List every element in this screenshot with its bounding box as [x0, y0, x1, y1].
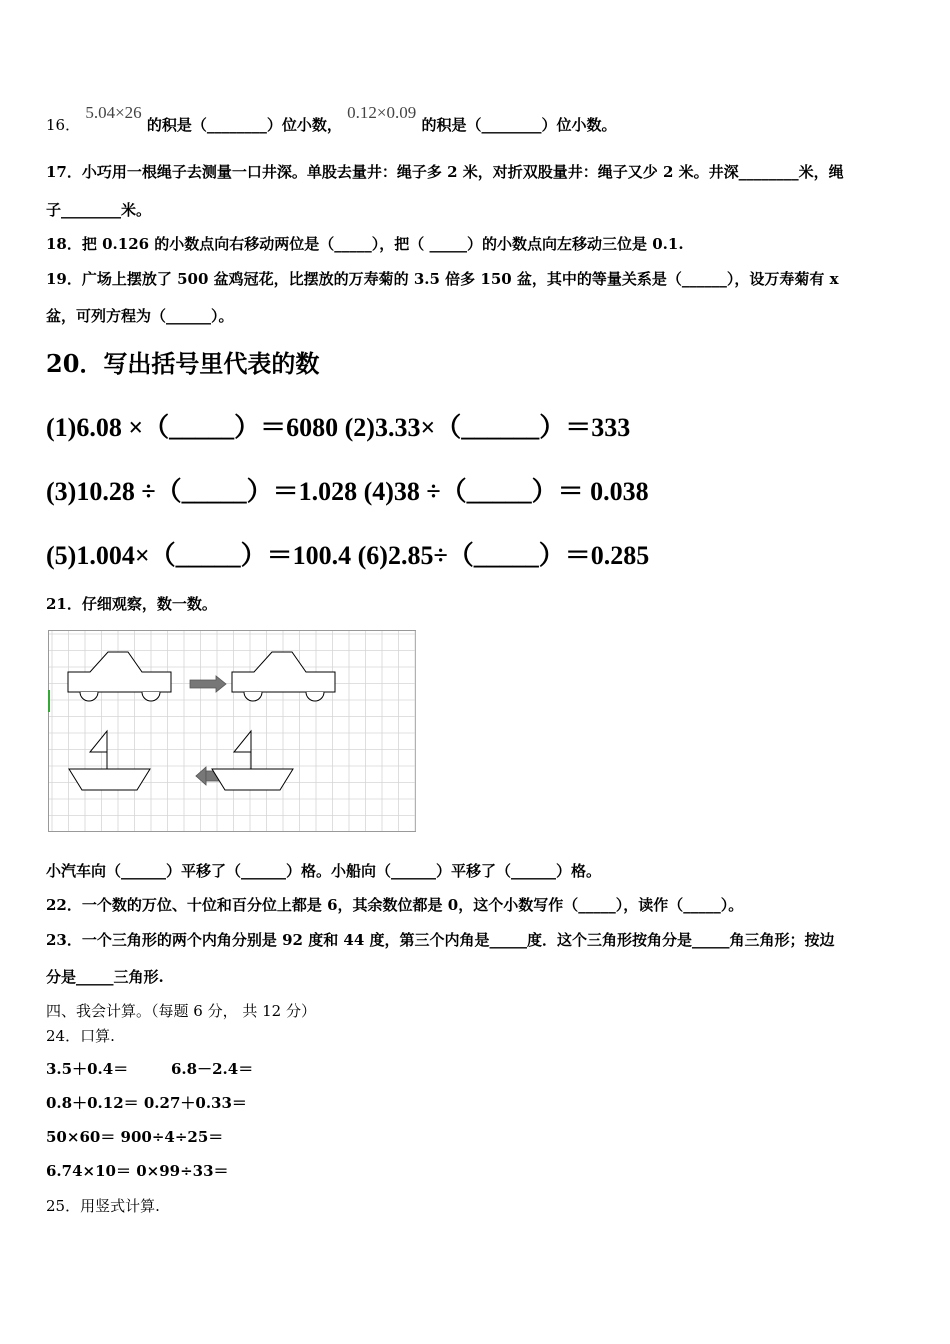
- q24-row1a: 3.5＋0.4＝: [46, 1060, 129, 1078]
- q19-line1: 19．广场上摆放了 500 盆鸡冠花，比摆放的万寿菊的 3.5 倍多 150 盆，其中的等量关系是（______），设万寿菊有 x: [46, 270, 839, 288]
- q24-row4: 6.74×10＝ 0×99÷33＝: [46, 1162, 229, 1180]
- q24-row1b: 6.8－2.4＝: [171, 1060, 254, 1078]
- q16-expr1: 5.04×26: [85, 103, 142, 122]
- q16-number: 16．: [46, 116, 81, 134]
- q16-text2: 的积是（________）位小数。: [421, 116, 617, 134]
- q24-title: 24．口算.: [46, 1027, 115, 1045]
- q20-row3: (5)1.004×（_____）＝100.4 (6)2.85÷（_____）＝0.285: [46, 541, 650, 570]
- q20-title: 20．写出括号里代表的数: [46, 349, 320, 378]
- question-16: [46, 103, 617, 135]
- q24-row3: 50×60＝ 900÷4÷25＝: [46, 1128, 224, 1146]
- q18-line: 18．把 0.126 的小数点向右移动两位是（_____），把（ _____）的小数点向左移动三位是 0.1.: [46, 235, 684, 253]
- q23-line1: 23．一个三角形的两个内角分别是 92 度和 44 度，第三个内角是_____度．这个三角形按角分是_____角三角形；按边: [46, 931, 835, 949]
- q16-expr2: 0.12×0.09: [347, 103, 417, 122]
- q21-answer: 小汽车向（______）平移了（______）格。小船向（______）平移了（______）格。: [46, 862, 602, 880]
- q20-row1: (1)6.08 ×（_____）＝6080 (2)3.33×（______）＝333: [46, 413, 631, 442]
- section-4-title: 四、我会计算。（每题 6 分， 共 12 分）: [46, 1002, 316, 1020]
- q20-row2: (3)10.28 ÷（_____）＝1.028 (4)38 ÷（_____）＝ 0.038: [46, 477, 649, 506]
- q17-line1: 17．小巧用一根绳子去测量一口井深。单股去量井：绳子多 2 米，对折双股量井：绳子又少 2 米。井深________米，绳: [46, 163, 844, 181]
- q25-title: 25．用竖式计算.: [46, 1197, 160, 1215]
- q19-line2: 盆，可列方程为（______）。: [46, 307, 234, 325]
- q17-line2: 子________米。: [46, 201, 152, 219]
- q23-line2: 分是_____三角形.: [46, 968, 164, 986]
- q22-line: 22．一个数的万位、十位和百分位上都是 6，其余数位都是 0，这个小数写作（_____），读作（_____）。: [46, 896, 744, 914]
- translation-grid-figure: [48, 630, 416, 832]
- q24-row2: 0.8＋0.12＝ 0.27＋0.33＝: [46, 1094, 247, 1112]
- q16-text1: 的积是（________）位小数，: [146, 116, 342, 134]
- q21-title: 21．仔细观察，数一数。: [46, 595, 217, 613]
